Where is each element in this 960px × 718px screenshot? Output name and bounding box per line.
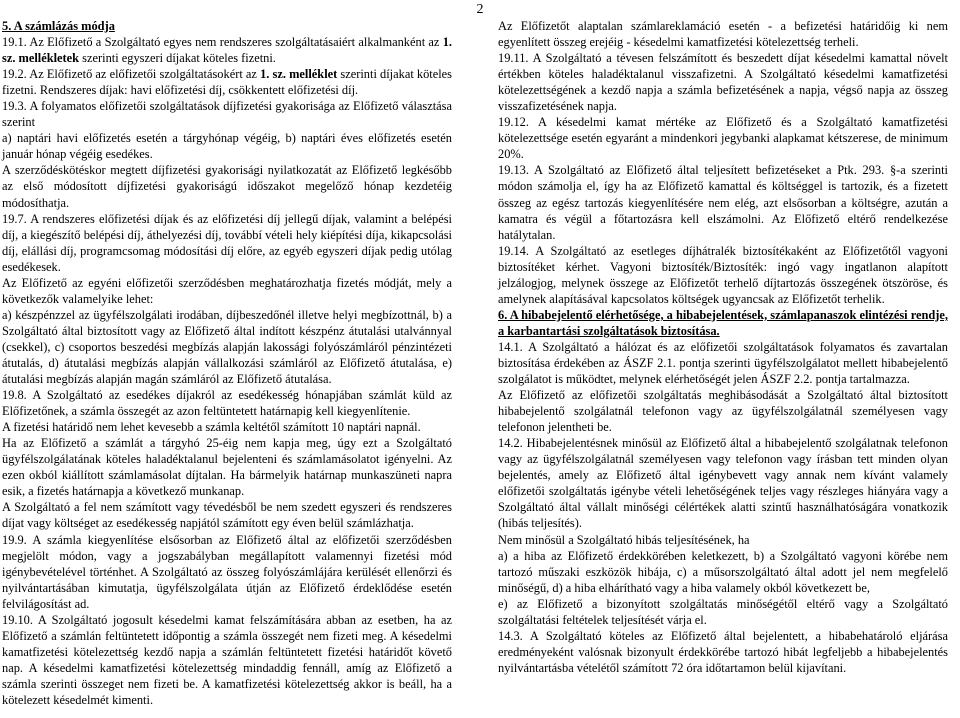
- section-title-5: 5. A számlázás módja: [2, 19, 115, 33]
- text-run: szerinti egyszeri díjakat köteles fizetni.: [79, 51, 276, 66]
- paragraph-complaint: Az Előfizetőt alaptalan számlareklamáció esetén - a befizetési határidőig ki nem egyenlített összeg erejéig - késedelmi kamatfizetési kötelezettség terheli.: [498, 19, 948, 50]
- paragraph-fault-report: Az Előfizető az előfizetői szolgáltatás meghibásodását a Szolgáltató által biztosított hibabejelentő szolgálatnál telefonon vagy az ügyfélszolgálatnál személyesen vagy telefonon jelentheti be.: [498, 388, 948, 435]
- right-column: [498, 18, 948, 676]
- paragraph-19-11: 19.11. A Szolgáltató a tévesen felszámított és beszedett díjat késedelmi kamattal növelt értékben köteles haladéktalanul visszafizetni. A Szolgáltató késedelmi kamatfizetési kötelezettségének a kezdő napja a számla befizetésének a napja, végső napja az összeg visszafizetésének napja.: [498, 51, 948, 114]
- paragraph-14-1: 14.1. A Szolgáltató a hálózat és az előfizetői szolgáltatások folyamatos és zavartalan biztosítása érdekében az ÁSZF 2.1. pontja szerinti ügyfélszolgálatot mellett hibabejelentő szolgálatot is működtet, melynek elérhetőségét jelen ÁSZF 2.2. pontja tartalmazza.: [498, 339, 948, 387]
- paragraph-19-3-list: a) naptári havi előfizetés esetén a tárgyhónap végéig, b) naptári éves előfizetés esetén január hónap végéig esedékes.: [2, 131, 452, 162]
- page-number: 2: [476, 2, 484, 17]
- paragraph-19-10: 19.10. A Szolgáltató jogosult késedelmi kamat felszámítására abban az esetben, ha az Előfizető a számlán feltüntetett időpontig a számla összegét nem fizeti meg. A késedelmi kamatfizetési kötelezettség kezdő napja a számlán feltüntetett fizetési határidőt követő nap. A késedelmi kamatfizetési kötelezettség mindaddig fennáll, amíg az Előfizető a számla szerinti összeget nem fizeti be. A kamatfizetési kötelezettség akkor is beáll, ha a kötelezett késedelmét kimenti.: [2, 612, 452, 707]
- text-run: szerinti díjakat köteles fizetni. Rendszeres díjak: havi előfizetési díj, csökkentett előfizetési díj.: [2, 67, 453, 98]
- paragraph-19-1: [2, 34, 452, 66]
- paragraph-payment-intro: Az Előfizető az egyéni előfizetői szerződésben meghatározhatja fizetés módját, mely a következők valamelyike lehet:: [2, 275, 452, 306]
- paragraph-19-3: 19.3. A folyamatos előfizetői szolgáltatások díjfizetési gyakorisága az Előfizető választása szerint: [2, 99, 452, 130]
- paragraph-deadline: A fizetési határidő nem lehet kevesebb a számla keltétől számított 10 naptári napnál.: [2, 420, 421, 435]
- paragraph-19-7: 19.7. A rendszeres előfizetési díjak és az előfizetési díj jellegű díjak, valamint a belépési díj, a kiegészítő belépési díj, áthelyezési díj, továbbí vételi hely kiépítési díja, kikapcsolási díj, elállási díj, programcsomag módosítási díj előre, az egyéb egyszeri díjak pedig utólag esedékesek.: [2, 211, 452, 274]
- paragraph-exceptions-list: a) a hiba az Előfizető érdekkörében keletkezett, b) a Szolgáltató vagyoni körébe nem tartozó műszaki eszközök hibája, c) a műsorszolgáltató által adott jel nem megfelelő minőségű, d) a hiba elhárítható vagy a hiba valamely okból következett be,: [498, 548, 948, 595]
- section-title-6: 6. A hibabejelentő elérhetősége, a hibabejelentések, számlapanaszok elintézési rendje, a karbantartási szolgáltatások biztosítása.: [498, 307, 948, 338]
- paragraph-unbilled: A Szolgáltató a fel nem számított vagy tévedésből be nem szedett egyszeri és rendszeres díjat vagy költséget az esedékesség napjától számított egy éven belül számlázhatja.: [2, 500, 452, 531]
- paragraph-14-2: 14.2. Hibabejelentésnek minősül az Előfizető által a hibabejelentő szolgálatnak telefonon vagy az ügyfélszolgálatnál személyesen vagy telefonon vagy írásban tett minden olyan bejelentés, amely az Előfizető által igénybevett vagy annak nem kívánt valamely előfizetői szolgáltatás igénybe vételi lehetőségének teljes vagy részleges hiányára vagy a Szolgáltató által vállalt minőségi célértékek alatti szintű használhatóságára vonatkozik (hibás teljesítés).: [498, 436, 948, 531]
- paragraph-19-13: 19.13. A Szolgáltató az Előfizető által teljesített befizetéseket a Ptk. 293. §-a szerinti módon számolja el, így ha az Előfizető kamattal és költséggel is tartozik, és a fizetett összeg az egész tartozás kiegyenlítésére nem elég, azt elsősorban a költségre, azután a kamatra és végül a főtartozásra kell elszámolni. Az Előfizető eltérő rendelkezése hatálytalan.: [498, 163, 948, 242]
- bold-run: 1. sz. mellékletek: [2, 35, 452, 66]
- left-column: [2, 18, 452, 708]
- paragraph-19-14: 19.14. A Szolgáltató az esetleges díjhátralék biztosítékaként az Előfizetőtől vagyoni biztosítéket kérhet. Vagyoni biztosíték/Biztosíték: ingó vagy ingatlanon alapított jelzálogjog, melynek összege az Előfizetőt terhelő díjtartozás összegének ötszöröse, és amelynek alapításával kapcsolatos költségek ugyancsak az Előfizetőt terhelik.: [498, 243, 948, 306]
- paragraph-19-8: 19.8. A Szolgáltató az esedékes díjakról az esedékesség hónapjában számlát küld az Előfizetőnek, a számla összegét az azon feltüntetett határnapig kell kiegyenlítenie.: [2, 388, 452, 419]
- paragraph-19-9: 19.9. A számla kiegyenlítése elsősorban az Előfizető által az előfizetői szerződésben megjelölt módon, vagy a jogszabályban megállapított valamennyi fizetési mód igénybevételével történhet. A Szolgáltató az összeg folyószámlájára kerülését ellenőrzi és nyilvántartásában kimutatja, ügyfélszolgálata útján az Előfizető érdeklődése esetén felvilágosítást ad.: [2, 532, 452, 611]
- paragraph-contract: A szerződéskötéskor megtett díjfizetési gyakorisági nyilatkozatát az Előfizető legkésőbb az első módosított díjfizetési gyakoriságú időszakot megelőző hónap kezdetéig módosíthatja.: [2, 163, 452, 210]
- paragraph-14-3: 14.3. A Szolgáltató köteles az Előfizető által bejelentett, a hibabehatároló eljárása eredményeként valósnak bizonyult érdekkörébe tartozó hibát legfeljebb a hibabejelentés nyilvántartásba vételétől számított 72 óra időtartamon belül kijavítani.: [498, 628, 948, 675]
- paragraph-19-12: 19.12. A késedelmi kamat mértéke az Előfizető és a Szolgáltató kamatfizetési kötelezettsége esetén egyaránt a mindenkori jegybanki alapkamat kétszerese, de minimum 20%.: [498, 115, 948, 162]
- text-run: 19.2. Az Előfizető az előfizetői szolgáltatásokért az: [2, 67, 261, 82]
- paragraph-19-2: [2, 66, 452, 98]
- paragraph-missing-invoice: Ha az Előfizető a számlát a tárgyhó 25-éig nem kapja meg, úgy ezt a Szolgáltató ügyfélszolgálatának köteles haladéktalanul bejelenteni és számlamásolatot igényelni. Az ezen okból kiállított számlamásolat díjtalan. Ha bármelyik határnap munkaszüneti napra esik, a fizetés határnapja a következő munkanap.: [2, 436, 452, 499]
- paragraph-not-fault: Nem minősül a Szolgáltató hibás teljesítésének, ha: [498, 532, 750, 547]
- paragraph-payment-methods: a) készpénzzel az ügyfélszolgálati irodában, díjbeszedőnél illetve helyi megbízottnál, b) a Szolgáltató által biztosított vagy az Előfizető által indított készpénz átutalási utalvánnyal (csekkel), c) csoportos beszedési megbízás alapján lakossági folyószámláról pénzintézeti átutalás, d) átutalási megbízás alapján vállalkozási számláról az Előfizető átutalása, e) átutalási megbízás alapján magán számláról az Előfizető átutalása.: [2, 307, 452, 387]
- bold-run: 1. sz. melléklet: [260, 67, 338, 82]
- paragraph-exception-e: e) az Előfizető a bizonyított szolgáltatás minőségétől eltérő vagy a Szolgáltató szolgáltatási feltételek teljesítését várja el.: [498, 596, 948, 627]
- text-run: 19.1. Az Előfizető a Szolgáltató egyes nem rendszeres szolgáltatásaiért alkalmanként az: [2, 35, 443, 50]
